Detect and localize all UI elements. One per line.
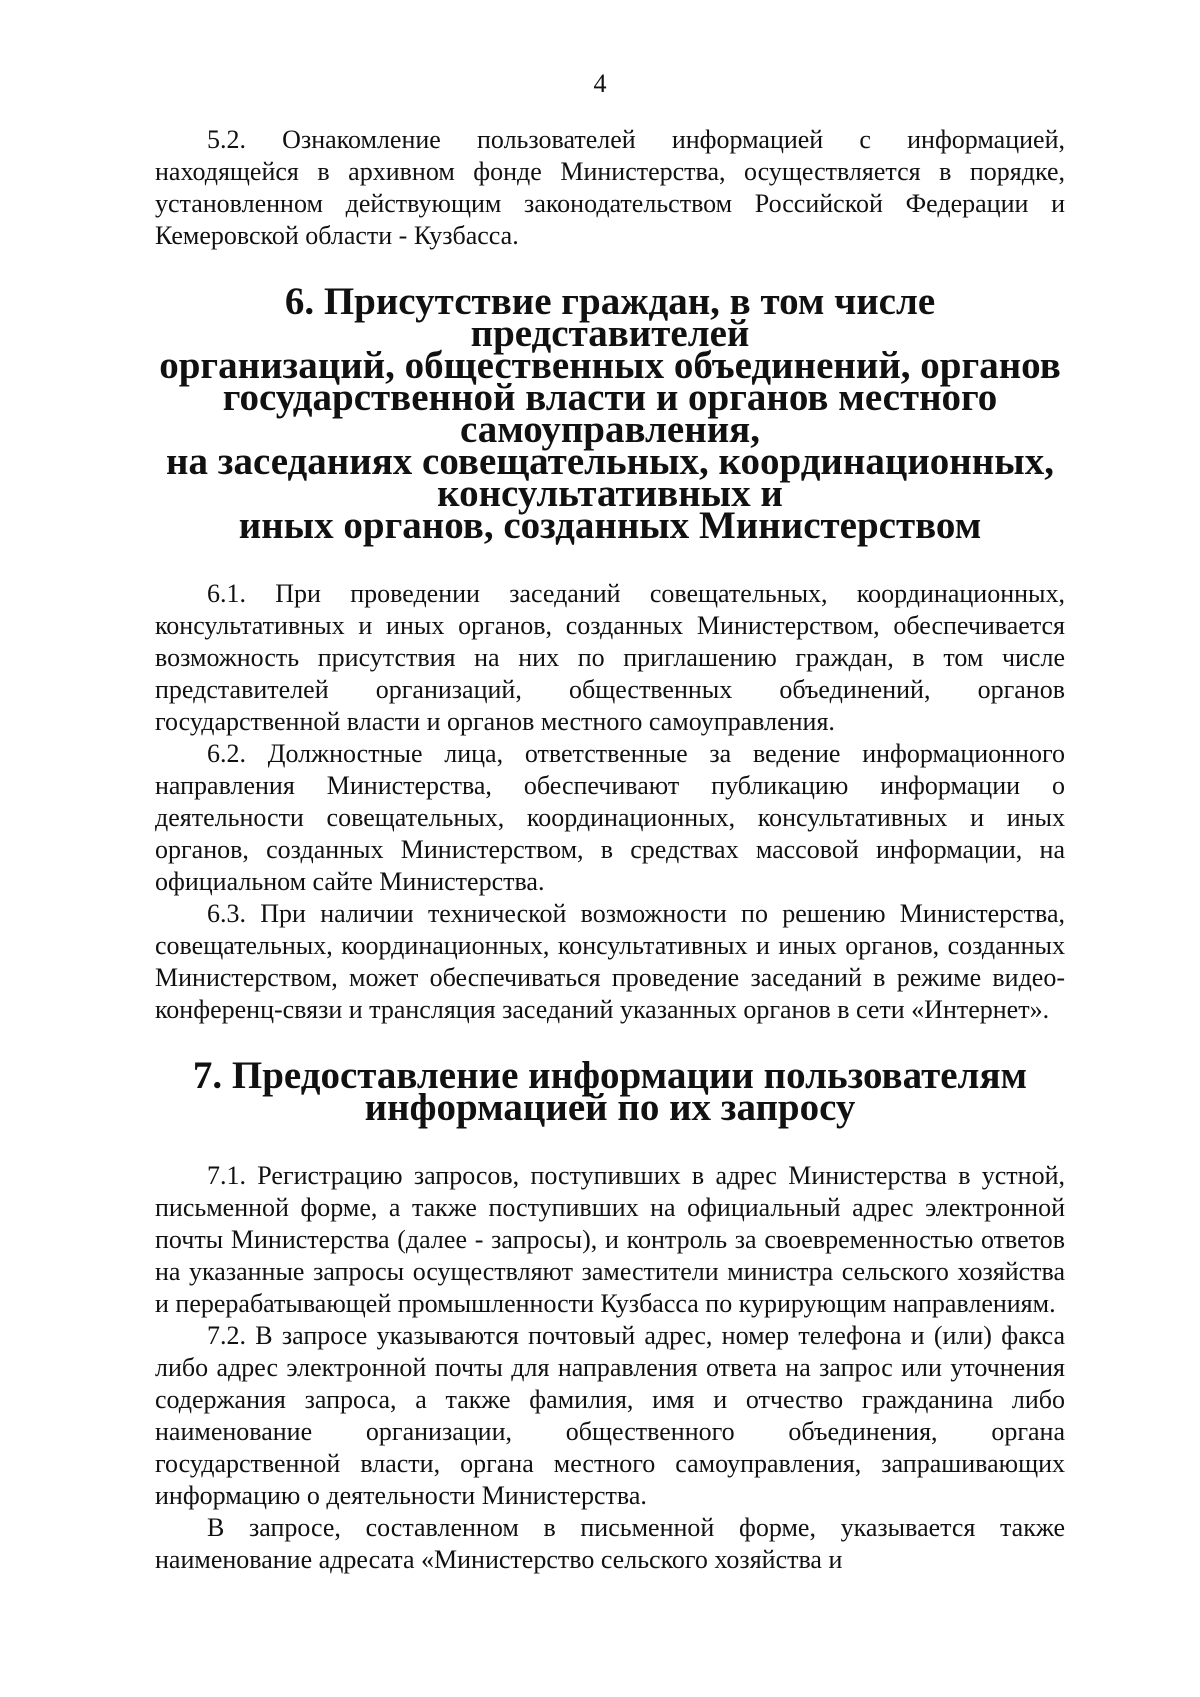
section-6-heading-line: государственной власти и органов местного самоуправления, (222, 376, 998, 451)
section-7-heading-line: информацией по их запросу (364, 1086, 856, 1129)
section-7-heading-line: 7. Предоставление информации пользователям (192, 1054, 1028, 1097)
paragraph-6-1: 6.1. При проведении заседаний совещательных, координационных, консультативных и иных органов, созданных Министерством, обеспечивается возможность присутствия на них по приглашению граждан, в том числе представителей организаций, общественных объединений, органов государственной власти и органов местного самоуправления. (155, 579, 1065, 736)
section-6-heading-line: на заседаниях совещательных, координационных, консультативных и (166, 440, 1054, 515)
section-7-heading (155, 1054, 1065, 1129)
page-number: 4 (593, 69, 607, 98)
paragraph-7-2: 7.2. В запросе указываются почтовый адрес, номер телефона и (или) факса либо адрес электронной почты для направления ответа на запрос или уточнения содержания запроса, а также фамилия, имя и отчество гражданина либо наименование организации, общественного объединения, органа государственной власти, органа местного самоуправления, запрашивающих информацию о деятельности Министерства. (155, 1321, 1065, 1510)
paragraph-5-2: 5.2. Ознакомление пользователей информацией с информацией, находящейся в архивном фонде Министерства, осуществляется в порядке, установленном действующим законодательством Российской Федерации и Кемеровской области - Кузбасса. (155, 125, 1065, 250)
section-6-heading-line: иных органов, созданных Министерством (238, 504, 982, 547)
document-body (155, 124, 1065, 1576)
paragraph-6-3: 6.3. При наличии технической возможности по решению Министерства, совещательных, координационных, консультативных и иных органов, созданных Министерством, может обеспечиваться проведение заседаний в режиме видео-конференц-связи и трансляция заседаний указанных органов в сети «Интернет». (155, 899, 1065, 1024)
section-6-heading-line: организаций, общественных объединений, органов (159, 344, 1061, 387)
paragraph-7-2-continuation: В запросе, составленном в письменной форме, указывается также наименование адресата «Министерство сельского хозяйства и (155, 1513, 1065, 1574)
paragraph-7-1: 7.1. Регистрацию запросов, поступивших в адрес Министерства в устной, письменной форме, а также поступивших на официальный адрес электронной почты Министерства (далее - запросы), и контроль за своевременностью ответов на указанные запросы осуществляют заместители министра сельского хозяйства и перерабатывающей промышленности Кузбасса по курирующим направлениям. (155, 1161, 1065, 1318)
paragraph-6-2: 6.2. Должностные лица, ответственные за ведение информационного направления Министерства, обеспечивают публикацию информации о деятельности совещательных, координационных, консультативных и иных органов, созданных Министерством, в средствах массовой информации, на официальном сайте Министерства. (155, 739, 1065, 896)
section-6-heading (155, 280, 1065, 547)
section-6-heading-line: 6. Присутствие граждан, в том числе представителей (284, 280, 936, 355)
